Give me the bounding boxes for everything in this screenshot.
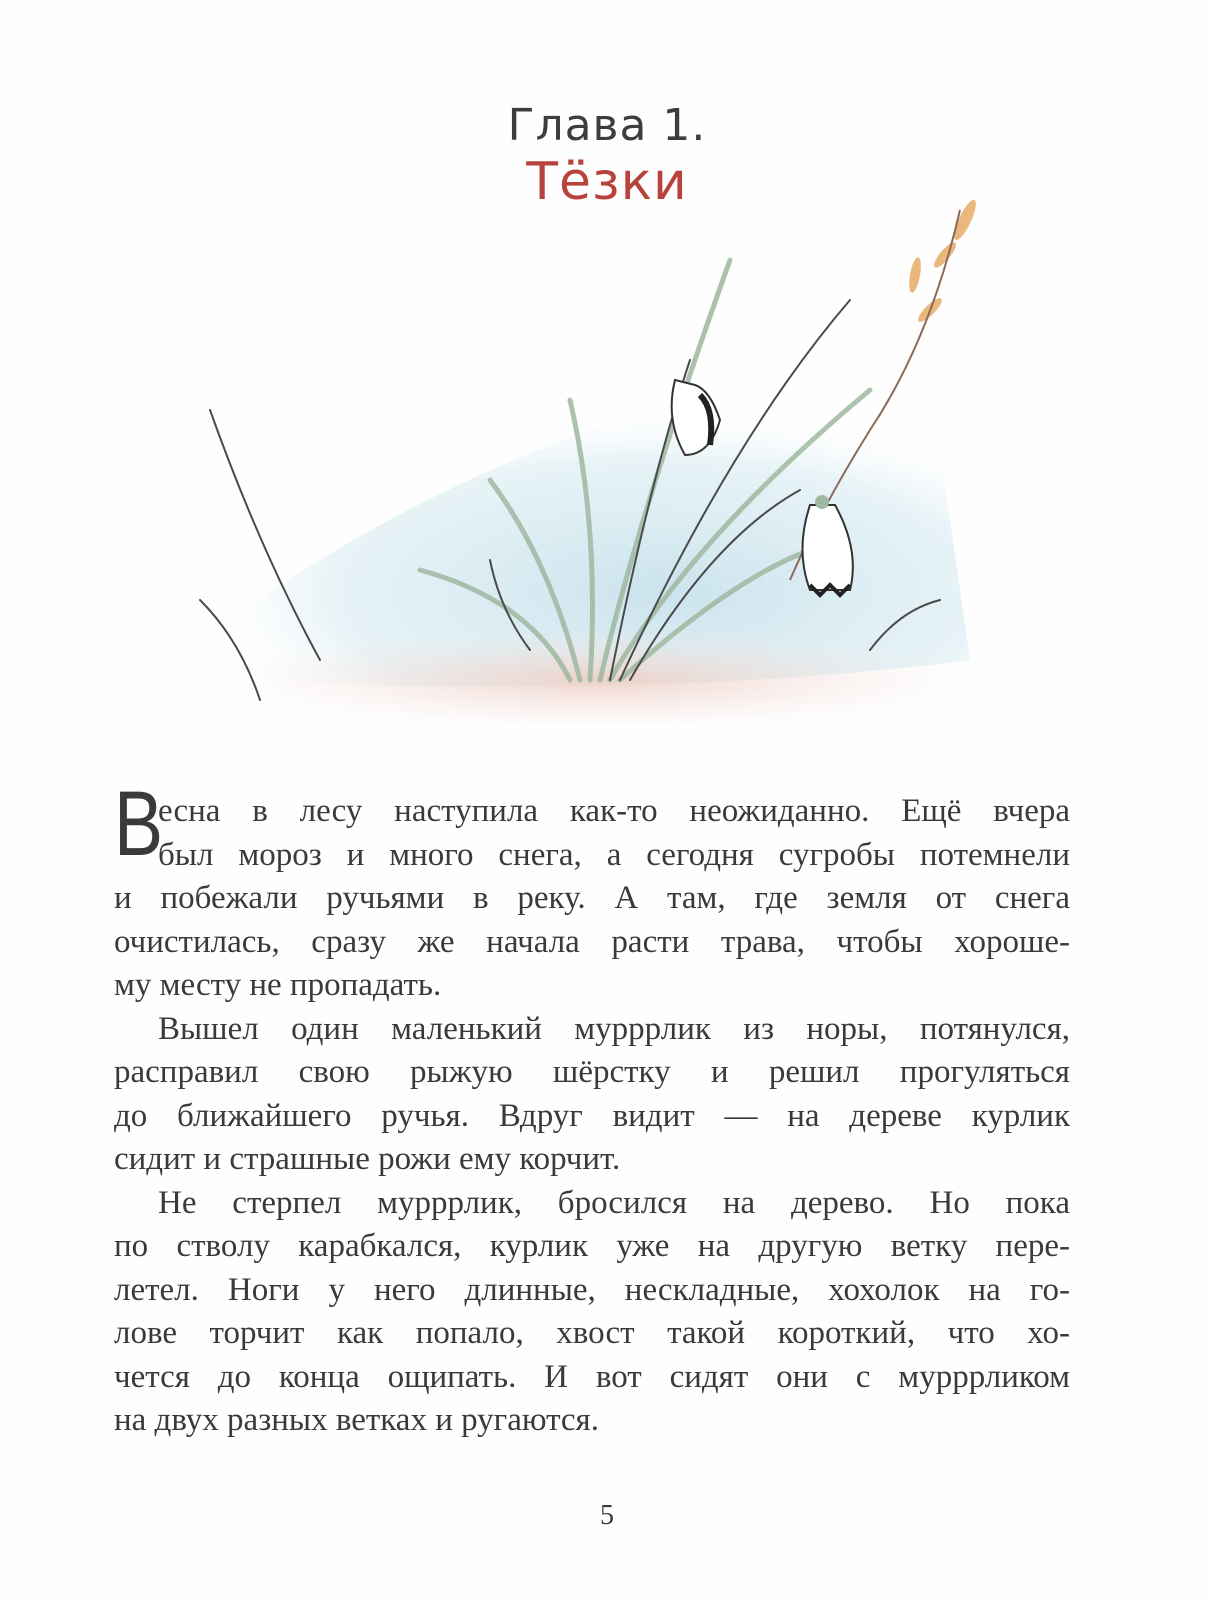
- text-line: расправил свою рыжую шёрстку и решил прогуляться: [114, 1054, 1070, 1090]
- chapter-title: Тёзки: [526, 152, 688, 212]
- drop-cap: В: [114, 773, 164, 875]
- text-line: до ближайшего ручья. Вдруг видит — на дереве курлик: [114, 1097, 1070, 1134]
- snowdrop-illustration: [170, 180, 990, 740]
- paragraph: [114, 1182, 1070, 1443]
- text-line: на двух разных ветках и ругаются.: [114, 1402, 599, 1438]
- text-line: летел. Ноги у него длинные, нескладные, хохолок на го-: [114, 1271, 1070, 1308]
- paragraph: [114, 1008, 1070, 1182]
- page-number: 5: [600, 1500, 614, 1531]
- text-line: Не стерпел мурррлик, бросился на дерево. Но пока: [158, 1184, 1070, 1221]
- paragraph: [114, 773, 1070, 1008]
- text-line: Вышел один маленький мурррлик из норы, потянулся,: [158, 1010, 1070, 1047]
- chapter-label: Глава 1.: [507, 100, 707, 151]
- text-line: чется до конца ощипать. И вот сидят они с мурррликом: [114, 1358, 1070, 1395]
- text-line: му месту не пропадать.: [114, 967, 442, 1003]
- text-line: сидит и страшные рожи ему корчит.: [114, 1141, 621, 1177]
- body-text: [114, 773, 1070, 1443]
- text-line: по стволу карабкался, курлик уже на другую ветку пере-: [114, 1228, 1070, 1264]
- text-line: и побежали ручьями в реку. А там, где земля от снега: [114, 880, 1070, 916]
- text-line: лове торчит как попало, хвост такой короткий, что хо-: [114, 1315, 1070, 1351]
- text-line: есна в лесу наступила как-то неожиданно. Ещё вчера: [158, 793, 1070, 829]
- text-line: очистилась, сразу же начала расти трава, чтобы хороше-: [114, 923, 1070, 960]
- text-line: был мороз и много снега, а сегодня сугробы потемнели: [158, 836, 1070, 873]
